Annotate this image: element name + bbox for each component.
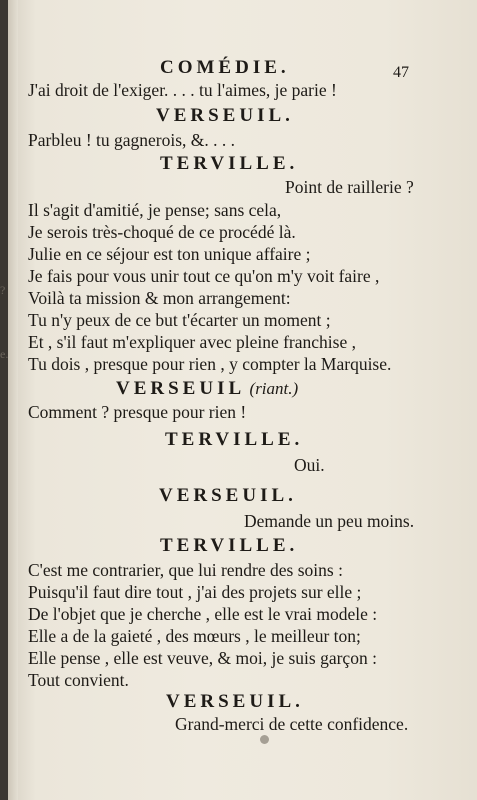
- verse-line: Je fais pour vous unir tout ce qu'on m'y voit faire ,: [28, 266, 380, 286]
- verse-line: Voilà ta mission & mon arrangement:: [28, 288, 291, 308]
- verse-line: Oui.: [294, 455, 325, 475]
- verse-line: C'est me contrarier, que lui rendre des soins :: [28, 560, 343, 580]
- verse-line: Parbleu ! tu gagnerois, &. . . .: [28, 130, 236, 150]
- running-header: COMÉDIE.: [160, 57, 290, 78]
- speaker-name: VERSEUIL.: [156, 105, 294, 126]
- verse-line: Il s'agit d'amitié, je pense; sans cela,: [28, 200, 282, 220]
- speaker-name: VERSEUIL: [116, 378, 246, 399]
- verse-line: Grand-merci de cette confidence.: [175, 714, 409, 734]
- verse-line: Tout convient.: [28, 670, 129, 690]
- verse-line: J'ai droit de l'exiger. . . . tu l'aimes, je parie !: [28, 80, 337, 100]
- speaker-name: TERVILLE.: [160, 535, 299, 556]
- speaker-name: TERVILLE.: [160, 153, 299, 174]
- verse-line: Julie en ce séjour est ton unique affaire ;: [28, 244, 311, 264]
- book-page: [8, 0, 477, 800]
- verse-line: Tu n'y peux de ce but t'écarter un moment ;: [28, 310, 331, 330]
- verse-line: Tu dois , presque pour rien , y compter la Marquise.: [28, 354, 392, 374]
- speaker-name: VERSEUIL.: [159, 485, 297, 506]
- page-number: 47: [393, 64, 409, 81]
- speaker-name: TERVILLE.: [165, 429, 304, 450]
- verse-line: Point de raillerie ?: [285, 177, 414, 197]
- verse-line: Demande un peu moins.: [244, 511, 415, 531]
- margin-mark: ?: [0, 283, 6, 297]
- verse-line: De l'objet que je cherche , elle est le vrai modele :: [28, 604, 378, 624]
- verse-line: Comment ? presque pour rien !: [28, 402, 247, 422]
- page-gutter: [8, 0, 18, 800]
- verse-line: Je serois très-choqué de ce procédé là.: [28, 222, 296, 242]
- stage-direction: (riant.): [249, 379, 299, 398]
- verse-line: Puisqu'il faut dire tout , j'ai des projets sur elle ;: [28, 582, 362, 602]
- verse-line: Et , s'il faut m'expliquer avec pleine franchise ,: [28, 332, 356, 352]
- verse-line: Elle a de la gaieté , des mœurs , le meilleur ton;: [28, 626, 361, 646]
- printer-ornament: [260, 735, 269, 744]
- speaker-name: VERSEUIL.: [166, 691, 304, 712]
- speaker-with-direction: [116, 378, 298, 399]
- margin-mark: e.: [0, 347, 9, 361]
- verse-line: Elle pense , elle est veuve, & moi, je suis garçon :: [28, 648, 377, 668]
